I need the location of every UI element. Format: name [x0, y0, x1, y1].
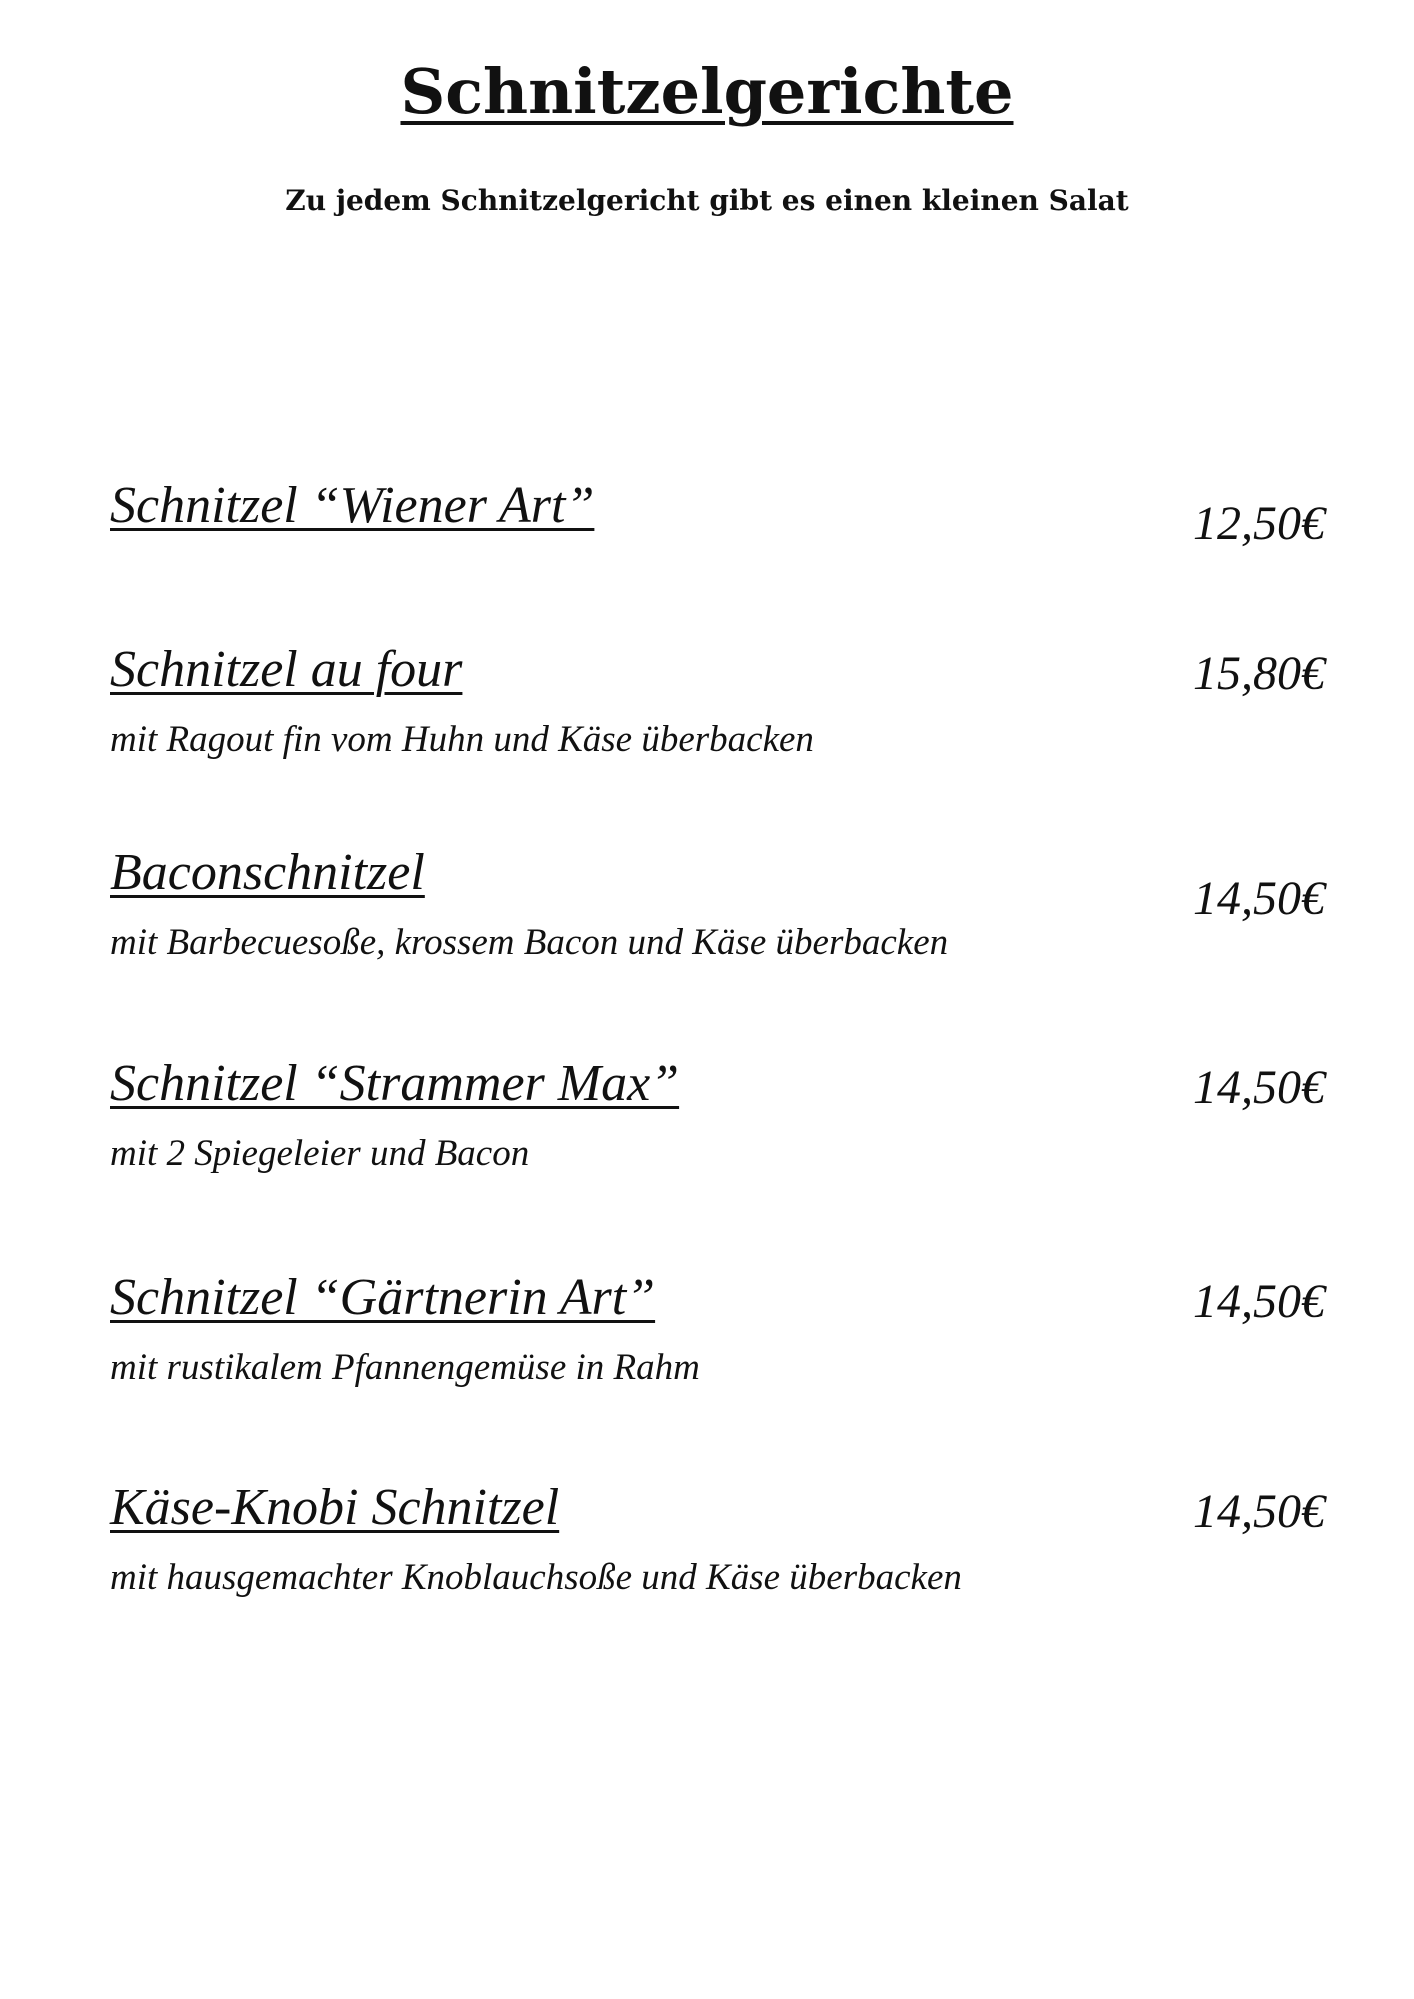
item-description: mit Ragout fin vom Huhn und Käse überbacken	[110, 719, 814, 760]
page-title: Schnitzelgerichte	[400, 55, 1014, 128]
item-price: 15,80€	[1193, 647, 1325, 700]
item-price: 14,50€	[1193, 1275, 1325, 1328]
item-name: Schnitzel “Wiener Art”	[110, 477, 595, 534]
menu-item-kaese-knobi	[110, 1478, 1325, 1618]
page-subtitle: Zu jedem Schnitzelgericht gibt es einen kleinen Salat	[285, 184, 1129, 217]
item-price: 14,50€	[1193, 1061, 1325, 1114]
menu-item-wiener-art	[110, 476, 1325, 616]
item-price: 14,50€	[1193, 1485, 1325, 1538]
item-name: Schnitzel “Strammer Max”	[110, 1055, 680, 1112]
menu-item-gaertnerin-art	[110, 1268, 1325, 1408]
item-description: mit 2 Spiegeleier und Bacon	[110, 1133, 530, 1174]
item-name: Schnitzel au four	[110, 641, 463, 698]
item-description: mit rustikalem Pfannengemüse in Rahm	[110, 1347, 700, 1388]
menu-item-strammer-max	[110, 1054, 1325, 1194]
item-price: 14,50€	[1193, 872, 1325, 925]
menu-item-baconschnitzel	[110, 843, 1325, 983]
item-description: mit Barbecuesoße, krossem Bacon und Käse überbacken	[110, 922, 949, 963]
item-name: Käse-Knobi Schnitzel	[110, 1479, 560, 1536]
item-price: 12,50€	[1193, 497, 1325, 550]
item-name: Schnitzel “Gärtnerin Art”	[110, 1269, 656, 1326]
item-name: Baconschnitzel	[110, 844, 425, 901]
menu-item-au-four	[110, 640, 1325, 780]
item-description: mit hausgemachter Knoblauchsoße und Käse überbacken	[110, 1557, 962, 1598]
